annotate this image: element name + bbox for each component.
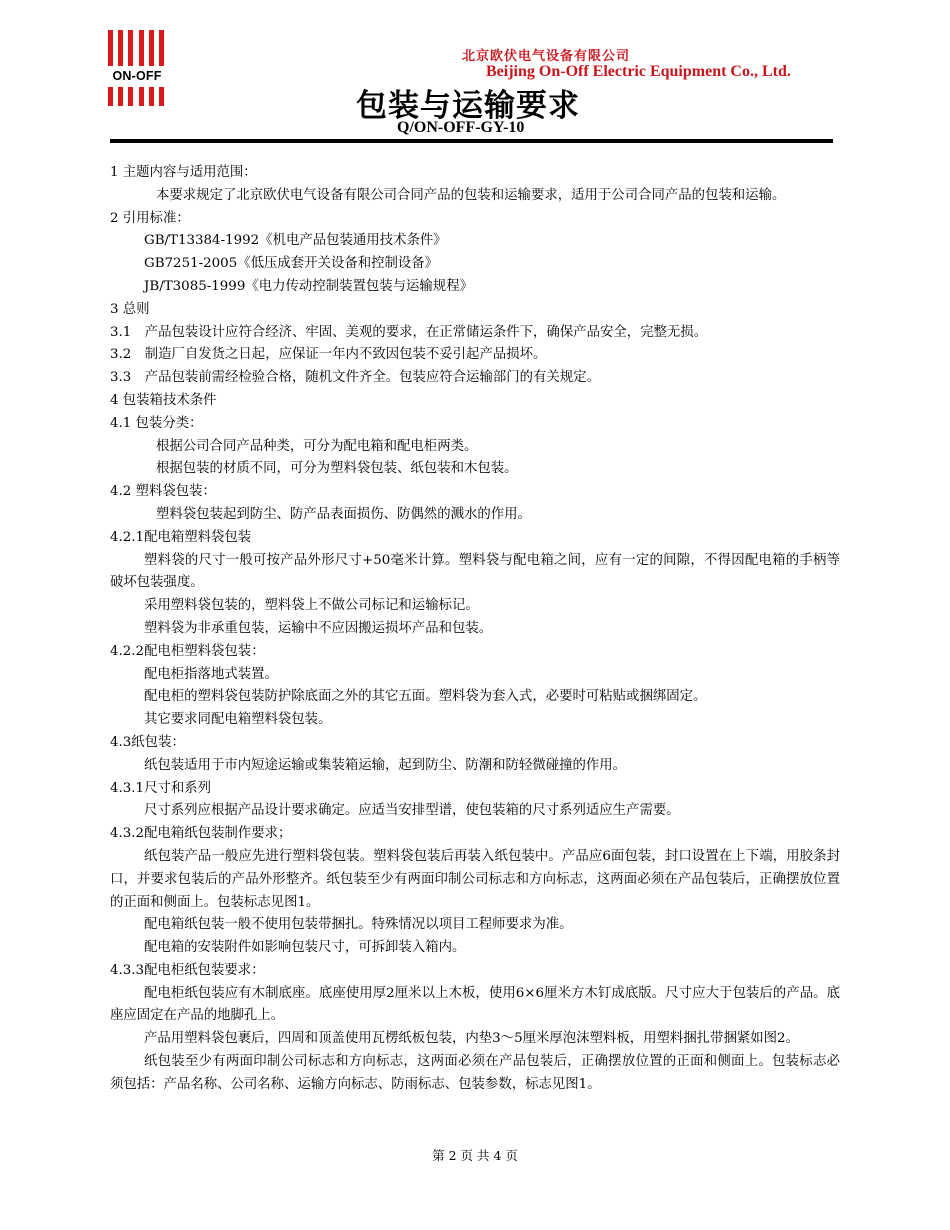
body-paragraph: 1 主题内容与适用范围：: [110, 165, 257, 180]
body-paragraph: 配电箱的安装附件如影响包装尺寸，可拆卸装入箱内。: [144, 940, 466, 956]
body-paragraph: 3 总则: [110, 301, 150, 317]
body-paragraph: 采用塑料袋包装的，塑料袋上不做公司标记和运输标记。: [144, 598, 479, 614]
body-paragraph: 4.2.1配电箱塑料袋包装: [110, 529, 252, 545]
body-paragraph: 4.3纸包装：: [110, 734, 185, 750]
body-paragraph: 配电箱纸包装一般不使用包装带捆扎。特殊情况以项目工程师要求为准。: [144, 917, 573, 933]
body-paragraph: 塑料袋为非承重包装，运输中不应因搬运损坏产品和包装。: [144, 620, 493, 636]
body-paragraph: 根据包装的材质不同，可分为塑料袋包装、纸包装和木包装。: [156, 461, 518, 477]
body-paragraph: 3.1 产品包装设计应符合经济、牢固、美观的要求，在正常储运条件下，确保产品安全，完整无损。: [110, 324, 708, 340]
body-paragraph: 4.2.2配电柜塑料袋包装：: [110, 643, 265, 659]
logo-bars-bottom: [108, 87, 164, 106]
logo-bars-top: [108, 30, 164, 66]
body-paragraph: JB/T3085-1999《电力传动控制装置包装与运输规程》: [144, 278, 473, 294]
document-title: 包装与运输要求: [356, 88, 580, 124]
body-paragraph: 纸包装产品一般应先进行塑料袋包装。塑料袋包装后再装入纸包装中。产品应6面包装，封口设置在上下端，用胶条封口，并要求包装后的产品外形整齐。纸包装至少有两面印制公司标志和方向标志，这两面必须在产品包装后，正确摆放位置的正面和侧面上。包装标志见图1。: [110, 848, 840, 910]
header-rule: [110, 139, 833, 143]
page-number: 第 2 页 共 4 页: [432, 1148, 518, 1163]
body-paragraph: 本要求规定了北京欧伏电气设备有限公司合同产品的包装和运输要求，适用于公司合同产品的包装和运输。: [156, 187, 786, 203]
body-paragraph: 根据公司合同产品种类，可分为配电箱和配电柜两类。: [156, 438, 478, 454]
body-paragraph: 2 引用标准：: [110, 210, 190, 226]
body-paragraph: 配电柜指落地式装置。: [144, 666, 278, 682]
body-paragraph: 配电柜的塑料袋包装防护除底面之外的其它五面。塑料袋为套入式，必要时可粘贴或捆绑固定。: [144, 689, 707, 705]
company-name-cn: 北京欧伏电气设备有限公司: [462, 49, 631, 64]
body-paragraph: 4 包装箱技术条件: [110, 392, 217, 408]
document-body: [110, 162, 840, 1097]
body-paragraph: 其它要求同配电箱塑料袋包装。: [144, 712, 332, 728]
logo-text: ON-OFF: [112, 69, 162, 83]
body-paragraph: 3.3 产品包装前需经检验合格，随机文件齐全。包装应符合运输部门的有关规定。: [110, 370, 600, 386]
body-paragraph: 4.3.3配电柜纸包装要求：: [110, 962, 265, 978]
body-paragraph: 纸包装适用于市内短途运输或集装箱运输，起到防尘、防潮和防轻微碰撞的作用。: [144, 757, 627, 773]
body-paragraph: 3.2 制造厂自发货之日起，应保证一年内不致因包装不妥引起产品损坏。: [110, 347, 547, 363]
body-paragraph: 产品用塑料袋包裹后，四周和顶盖使用瓦楞纸板包装，内垫3～5厘米厚泡沫塑料板，用塑料捆扎带捆紧如图2。: [144, 1031, 799, 1047]
body-paragraph: 4.2 塑料袋包装：: [110, 484, 216, 500]
body-paragraph: 配电柜纸包装应有木制底座。底座使用厚2厘米以上木板，使用6×6厘米方木钉成底版。尺寸应大于包装后的产品。底座应固定在产品的地脚孔上。: [110, 985, 840, 1024]
document-code: Q/ON-OFF-GY-10: [397, 119, 525, 136]
body-paragraph: 塑料袋的尺寸一般可按产品外形尺寸+50毫米计算。塑料袋与配电箱之间，应有一定的间隙，不得因配电箱的手柄等破坏包装强度。: [110, 552, 840, 591]
company-logo: [108, 30, 166, 110]
body-paragraph: 4.3.1尺寸和系列: [110, 780, 212, 796]
body-paragraph: 尺寸系列应根据产品设计要求确定。应适当安排型谱，使包装箱的尺寸系列适应生产需要。: [144, 803, 680, 819]
company-name-en: Beijing On-Off Electric Equipment Co., Ltd.: [486, 63, 791, 80]
body-paragraph: 4.1 包装分类：: [110, 415, 203, 431]
body-paragraph: GB7251-2005《低压成套开关设备和控制设备》: [144, 256, 439, 272]
body-paragraph: 4.3.2配电箱纸包装制作要求；: [110, 826, 292, 842]
body-paragraph: GB/T13384-1992《机电产品包装通用技术条件》: [144, 233, 447, 249]
body-paragraph: 纸包装至少有两面印制公司标志和方向标志，这两面必须在产品包装后，正确摆放位置的正面和侧面上。包装标志必须包括：产品名称、公司名称、运输方向标志、防雨标志、包装参数，标志见图1。: [110, 1054, 840, 1092]
body-paragraph: 塑料袋包装起到防尘、防产品表面损伤、防偶然的溅水的作用。: [156, 506, 531, 522]
